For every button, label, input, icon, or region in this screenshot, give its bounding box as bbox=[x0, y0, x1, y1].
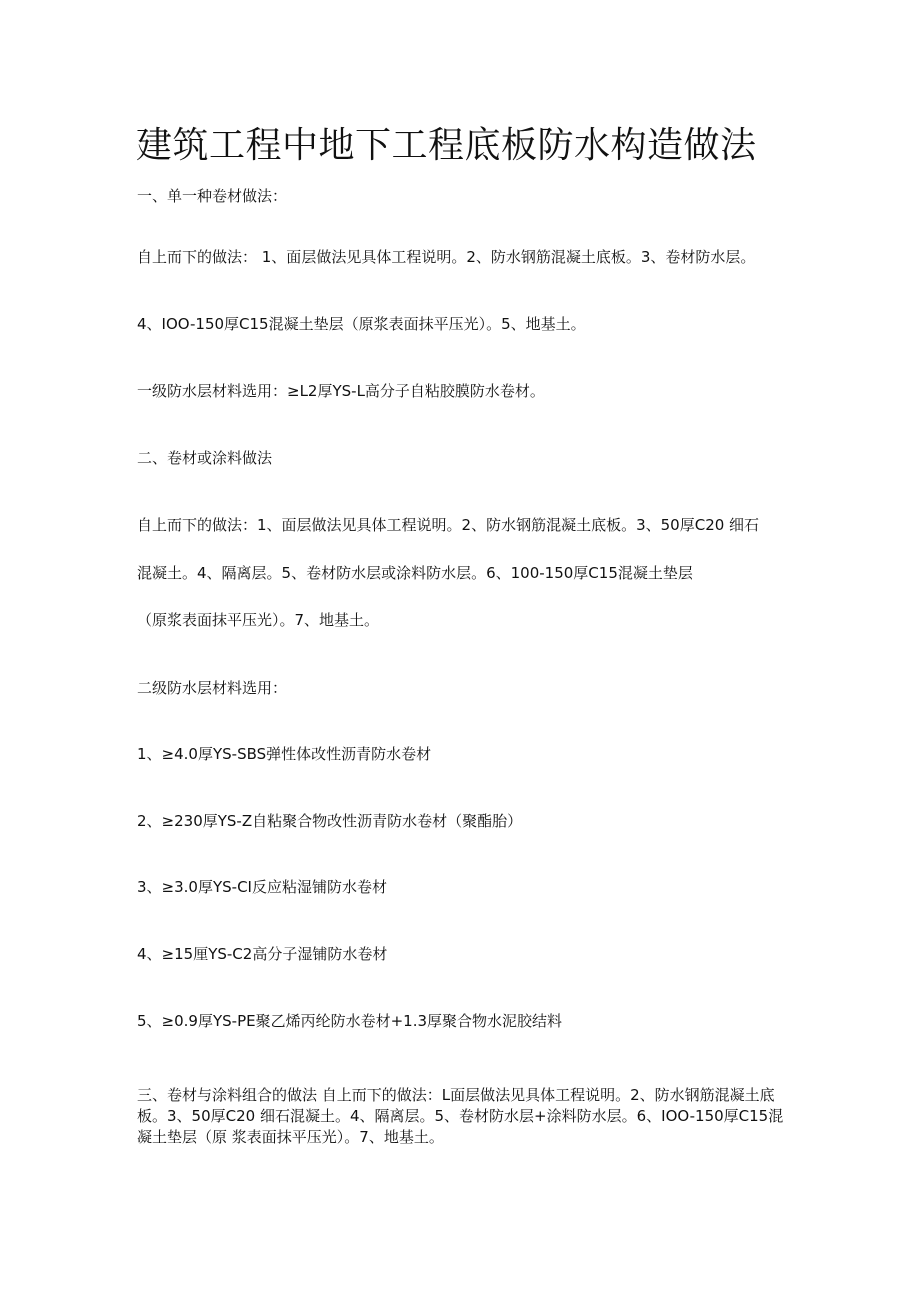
document-title: 建筑工程中地下工程底板防水构造做法 bbox=[136, 125, 757, 166]
section2-steps-line3: （原浆表面抹平压光）。7、地基土。 bbox=[137, 611, 380, 629]
material-item: 4、≥15厘YS-C2高分子湿铺防水卷材 bbox=[137, 945, 388, 963]
material-item: 5、≥0.9厚YS-PE聚乙烯丙纶防水卷材+1.3厚聚合物水泥胶结料 bbox=[137, 1012, 563, 1030]
section2-material-heading: 二级防水层材料选用： bbox=[137, 679, 288, 697]
material-item: 2、≥230厚YS-Z自粘聚合物改性沥青防水卷材（聚酯胎） bbox=[137, 812, 523, 830]
section1-steps-line2: 4、IOO-150厚C15混凝土垫层（原浆表面抹平压光）。5、地基土。 bbox=[137, 315, 586, 333]
section2-heading: 二、卷材或涂料做法 bbox=[137, 449, 273, 467]
section1-heading: 一、单一种卷材做法： bbox=[137, 187, 288, 205]
material-item: 1、≥4.0厚YS-SBS弹性体改性沥青防水卷材 bbox=[137, 745, 432, 763]
section2-steps-line1: 自上而下的做法：1、面层做法见具体工程说明。2、防水钢筋混凝土底板。3、50厚C20 细石 bbox=[137, 516, 760, 534]
section2-steps-line2: 混凝土。4、隔离层。5、卷材防水层或涂料防水层。6、100-150厚C15混凝土垫层 bbox=[137, 564, 693, 582]
material-item: 3、≥3.0厚YS-CI反应粘湿铺防水卷材 bbox=[137, 878, 387, 896]
section1-material: 一级防水层材料选用：≥L2厚YS-L高分子自粘胶膜防水卷材。 bbox=[137, 382, 545, 400]
section1-steps-line1: 自上而下的做法： 1、面层做法见具体工程说明。2、防水钢筋混凝土底板。3、卷材防水层。 bbox=[137, 248, 756, 266]
section3-paragraph: 三、卷材与涂料组合的做法 自上而下的做法：L面层做法见具体工程说明。2、防水钢筋混凝土底板。3、50厚C20 细石混凝土。4、隔离层。5、卷材防水层+涂料防水层。6、IOO-150厚C15混凝土垫层（原 浆表面抹平压光）。7、地基土。 bbox=[137, 1086, 784, 1146]
